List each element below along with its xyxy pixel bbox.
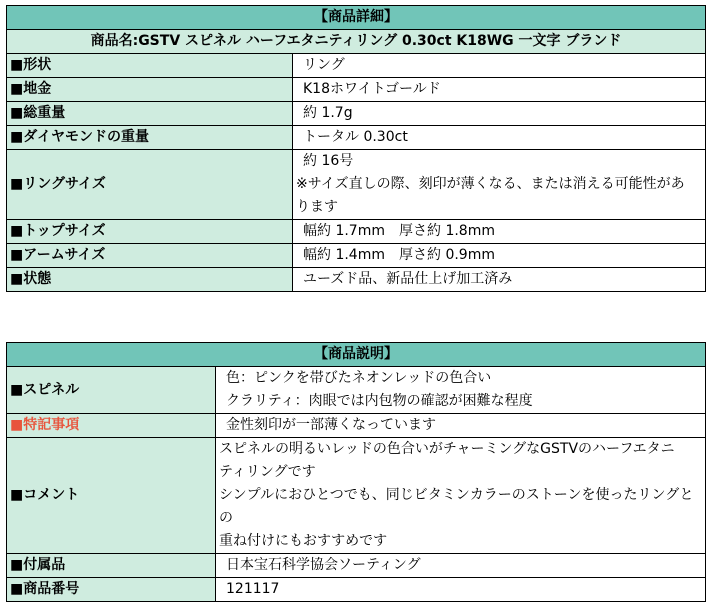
value-line: 色：ピンクを帯びたネオンレッドの色合い <box>226 370 492 386</box>
table-row <box>7 438 706 554</box>
table-row <box>7 54 706 78</box>
row-value <box>216 367 706 414</box>
row-value: リング <box>293 54 706 78</box>
table-row <box>7 414 706 438</box>
row-value: 日本宝石科学協会ソーティング <box>216 554 706 578</box>
table-row <box>7 268 706 292</box>
row-label: ■形状 <box>7 54 293 78</box>
table-row <box>7 578 706 602</box>
row-label: ■スピネル <box>7 367 216 414</box>
value-line: スピネルの明るいレッドの色合いがチャーミングなGSTVのハーフエタニ <box>219 441 675 457</box>
value-line: ります <box>296 199 338 215</box>
row-label: ■アームサイズ <box>7 244 293 268</box>
row-value: ユーズド品、新品仕上げ加工済み <box>293 268 706 292</box>
value-line: ※サイズ直しの際、刻印が薄くなる、または消える可能性があ <box>296 176 685 192</box>
details-header: 【商品詳細】 <box>7 6 706 30</box>
row-label: ■商品番号 <box>7 578 216 602</box>
table-row <box>7 150 706 220</box>
row-value: 121117 <box>216 578 706 602</box>
row-label-highlight: ■特記事項 <box>7 414 216 438</box>
row-value: 約 1.7g <box>293 102 706 126</box>
row-label: ■地金 <box>7 78 293 102</box>
table-row <box>7 244 706 268</box>
row-value: トータル 0.30ct <box>293 126 706 150</box>
value-line: シンプルにおひとつでも、同じビタミンカラーのストーンを使ったリングとの <box>219 487 694 526</box>
table-row <box>7 220 706 244</box>
row-label: ■付属品 <box>7 554 216 578</box>
row-label: ■ダイヤモンドの重量 <box>7 126 293 150</box>
row-value: 幅約 1.7mm 厚さ約 1.8mm <box>293 220 706 244</box>
value-line: 約 16号 <box>303 153 354 169</box>
row-value <box>216 438 706 554</box>
row-value: 幅約 1.4mm 厚さ約 0.9mm <box>293 244 706 268</box>
table-row <box>7 126 706 150</box>
row-label: ■総重量 <box>7 102 293 126</box>
details-table <box>6 5 706 292</box>
table-row <box>7 102 706 126</box>
table-row <box>7 367 706 414</box>
row-label: ■状態 <box>7 268 293 292</box>
row-label: ■コメント <box>7 438 216 554</box>
row-label: ■リングサイズ <box>7 150 293 220</box>
value-line: ティリングです <box>219 464 316 480</box>
row-label: ■トップサイズ <box>7 220 293 244</box>
description-table <box>6 342 706 602</box>
table-row <box>7 78 706 102</box>
product-name: 商品名:GSTV スピネル ハーフエタニティリング 0.30ct K18WG 一文字 ブランド <box>7 30 706 54</box>
value-line: クラリティ：肉眼では内包物の確認が困難な程度 <box>226 393 533 409</box>
value-line: 重ね付けにもおすすめです <box>219 533 388 549</box>
table-row <box>7 554 706 578</box>
row-value: 金性刻印が一部薄くなっています <box>216 414 706 438</box>
row-value: K18ホワイトゴールド <box>293 78 706 102</box>
description-header: 【商品説明】 <box>7 343 706 367</box>
row-value <box>293 150 706 220</box>
